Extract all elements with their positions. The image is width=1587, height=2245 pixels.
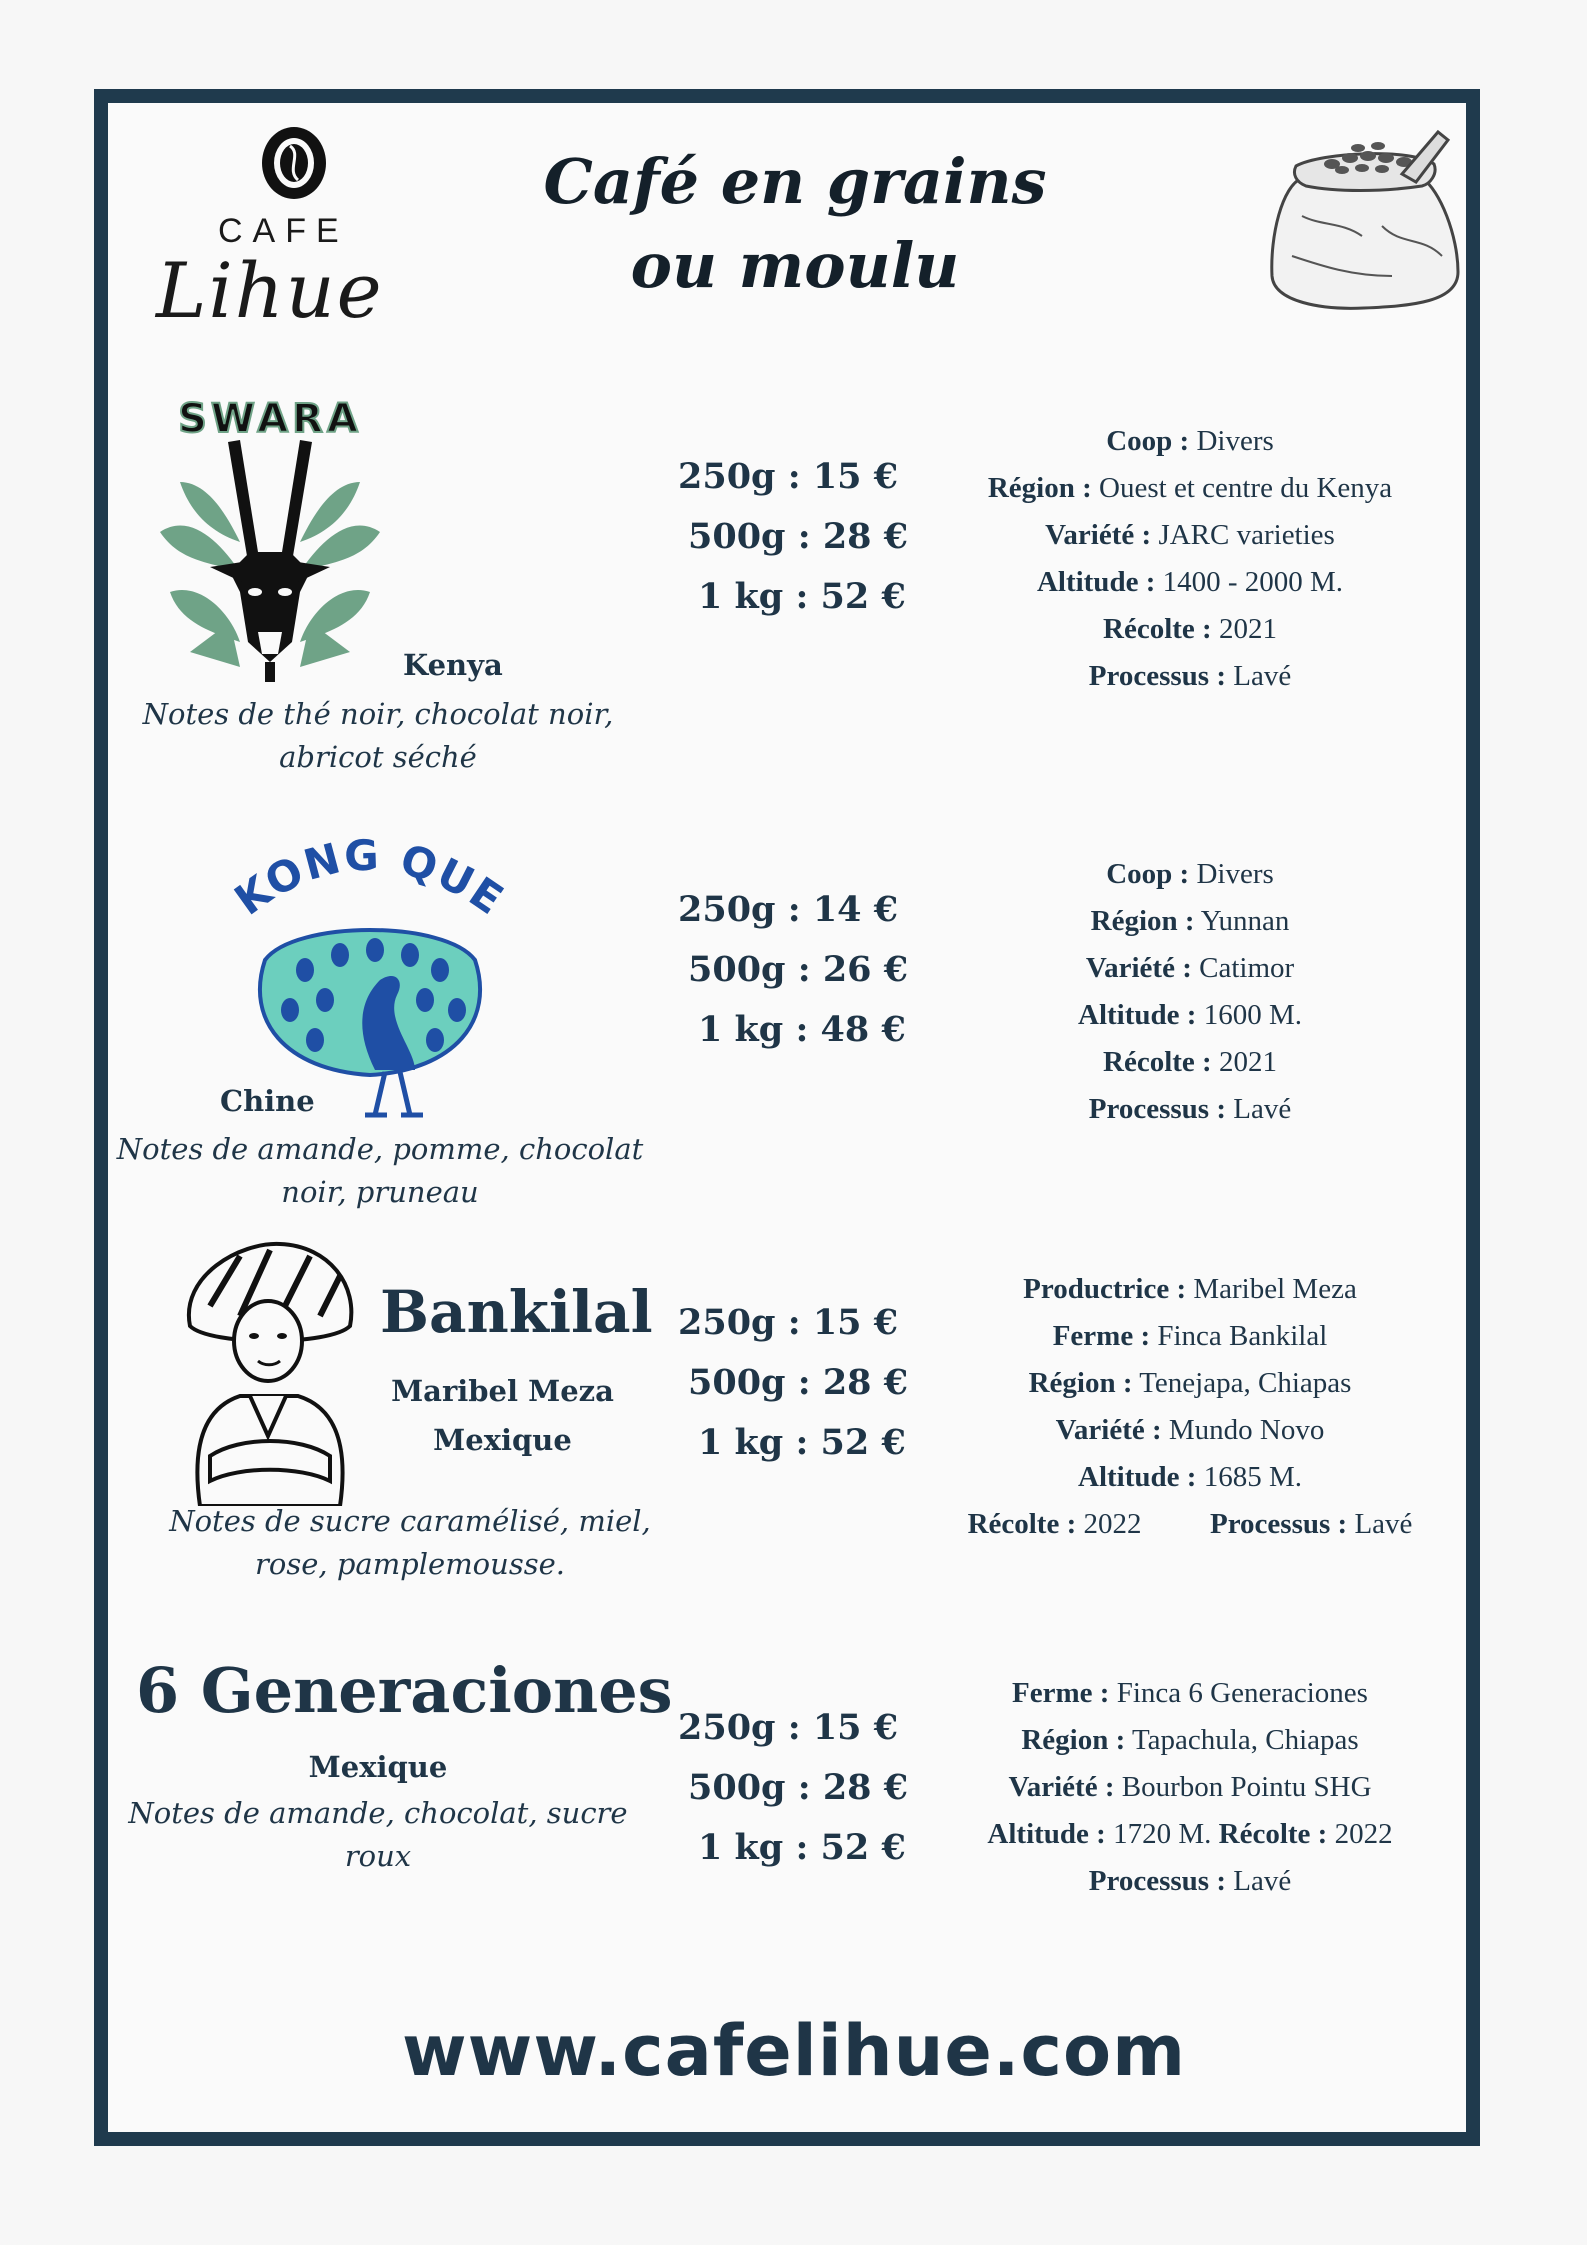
brand-cafe-text: CAFE bbox=[218, 212, 349, 250]
product-4-name: 6 Generaciones bbox=[136, 1654, 673, 1727]
product-4-region: Région : Tapachula, Chiapas bbox=[1021, 1724, 1359, 1756]
product-4-harvest-label: Récolte : bbox=[1218, 1818, 1328, 1850]
product-1-variety: Variété : JARC varieties bbox=[1045, 519, 1335, 551]
product-2-process: Processus : Lavé bbox=[1088, 1093, 1292, 1125]
product-2-prices bbox=[660, 880, 920, 1060]
kongque-logo-text: KONG QUE bbox=[225, 830, 514, 926]
product-4-notes-line-2: roux bbox=[344, 1839, 412, 1873]
product-4-altitude-harvest bbox=[930, 1811, 1450, 1858]
product-3-altitude: Altitude : 1685 M. bbox=[1078, 1461, 1302, 1493]
product-1-notes bbox=[128, 693, 628, 779]
product-2-altitude: Altitude : 1600 M. bbox=[1078, 999, 1302, 1031]
product-1-harvest: Récolte : 2021 bbox=[1103, 613, 1277, 645]
brand-logo bbox=[156, 118, 446, 333]
product-1-region: Région : Ouest et centre du Kenya bbox=[987, 472, 1393, 504]
product-4-details bbox=[930, 1670, 1450, 1905]
product-1-coop: Coop : Divers bbox=[1106, 425, 1274, 457]
product-3-origin: Mexique bbox=[433, 1423, 572, 1457]
swara-logo-text: SWARA bbox=[178, 396, 362, 442]
svg-text:KONG QUE bbox=[226, 831, 514, 926]
product-4-altitude-label: Altitude : bbox=[987, 1818, 1106, 1850]
product-3-prices bbox=[660, 1293, 920, 1473]
product-3-notes-line-1: Notes de sucre caramélisé, miel, bbox=[169, 1504, 651, 1538]
product-2-price-1kg: 1 kg : 48 € bbox=[698, 1009, 906, 1050]
product-3-farm: Ferme : Finca Bankilal bbox=[1052, 1320, 1328, 1352]
product-4-variety: Variété : Bourbon Pointu SHG bbox=[1008, 1771, 1372, 1803]
product-4-origin: Mexique bbox=[308, 1750, 448, 1784]
page-title bbox=[500, 140, 1090, 308]
product-3-harvest: Récolte : 2022 bbox=[967, 1508, 1142, 1540]
product-2-notes-line-1: Notes de amande, pomme, chocolat bbox=[116, 1132, 644, 1166]
product-3-notes-line-2: rose, pamplemousse. bbox=[255, 1547, 565, 1581]
coffee-bean-logo-icon bbox=[260, 124, 328, 202]
product-2-price-250g: 250g : 14 € bbox=[678, 889, 899, 930]
coffee-sack-icon bbox=[1262, 126, 1466, 312]
product-4-altitude-value: 1720 M. bbox=[1105, 1818, 1219, 1850]
farmer-woman-illustration-icon bbox=[180, 1236, 358, 1506]
product-3-details bbox=[930, 1266, 1450, 1501]
product-3-price-1kg: 1 kg : 52 € bbox=[698, 1422, 906, 1463]
product-2-notes-line-2: noir, pruneau bbox=[281, 1175, 479, 1209]
product-3-name: Bankilal bbox=[380, 1278, 653, 1346]
product-4-price-1kg: 1 kg : 52 € bbox=[698, 1827, 906, 1868]
brand-lihue-text: Lihue bbox=[156, 246, 384, 335]
product-2-price-500g: 500g : 26 € bbox=[688, 949, 909, 990]
peacock-logo-icon bbox=[225, 830, 515, 1120]
product-2-details bbox=[930, 851, 1450, 1133]
product-4-prices bbox=[660, 1698, 920, 1878]
product-2-coop: Coop : Divers bbox=[1106, 858, 1274, 890]
product-1-notes-line-2: abricot séché bbox=[279, 740, 477, 774]
product-1-altitude: Altitude : 1400 - 2000 M. bbox=[1036, 566, 1344, 598]
product-3-producer-detail: Productrice : Maribel Meza bbox=[1023, 1273, 1357, 1305]
product-4-harvest-value: 2022 bbox=[1327, 1818, 1393, 1850]
product-4-process: Processus : Lavé bbox=[1088, 1865, 1292, 1897]
product-3-notes bbox=[160, 1500, 660, 1586]
product-1-price-250g: 250g : 15 € bbox=[678, 456, 899, 497]
antelope-logo-icon bbox=[150, 392, 390, 682]
product-2-notes bbox=[110, 1128, 650, 1214]
product-1-origin: Kenya bbox=[403, 648, 503, 682]
product-2-variety: Variété : Catimor bbox=[1085, 952, 1295, 984]
product-3-harvest-process-row bbox=[900, 1501, 1480, 1548]
product-3-price-500g: 500g : 28 € bbox=[688, 1362, 909, 1403]
product-2-origin: Chine bbox=[220, 1084, 315, 1118]
product-1-details bbox=[930, 418, 1450, 700]
product-4-notes-line-1: Notes de amande, chocolat, sucre bbox=[128, 1796, 628, 1830]
product-1-notes-line-1: Notes de thé noir, chocolat noir, bbox=[142, 697, 614, 731]
product-3-region: Région : Tenejapa, Chiapas bbox=[1028, 1367, 1352, 1399]
title-line-1: Café en grains bbox=[543, 145, 1047, 218]
product-1-process: Processus : Lavé bbox=[1088, 660, 1292, 692]
product-3-process: Processus : Lavé bbox=[1210, 1508, 1413, 1540]
product-3-price-250g: 250g : 15 € bbox=[678, 1302, 899, 1343]
product-4-price-250g: 250g : 15 € bbox=[678, 1707, 899, 1748]
product-4-price-500g: 500g : 28 € bbox=[688, 1767, 909, 1808]
product-2-region: Région : Yunnan bbox=[1090, 905, 1290, 937]
product-1-prices bbox=[660, 447, 920, 627]
product-3-producer: Maribel Meza bbox=[391, 1374, 614, 1408]
title-line-2: ou moulu bbox=[630, 229, 960, 302]
product-4-notes bbox=[128, 1792, 628, 1878]
product-1-price-1kg: 1 kg : 52 € bbox=[698, 576, 906, 617]
product-1-price-500g: 500g : 28 € bbox=[688, 516, 909, 557]
website-link[interactable]: www.cafelihue.com bbox=[401, 2010, 1187, 2092]
product-3-variety: Variété : Mundo Novo bbox=[1055, 1414, 1325, 1446]
product-2-harvest: Récolte : 2021 bbox=[1103, 1046, 1277, 1078]
product-4-farm: Ferme : Finca 6 Generaciones bbox=[1012, 1677, 1368, 1709]
